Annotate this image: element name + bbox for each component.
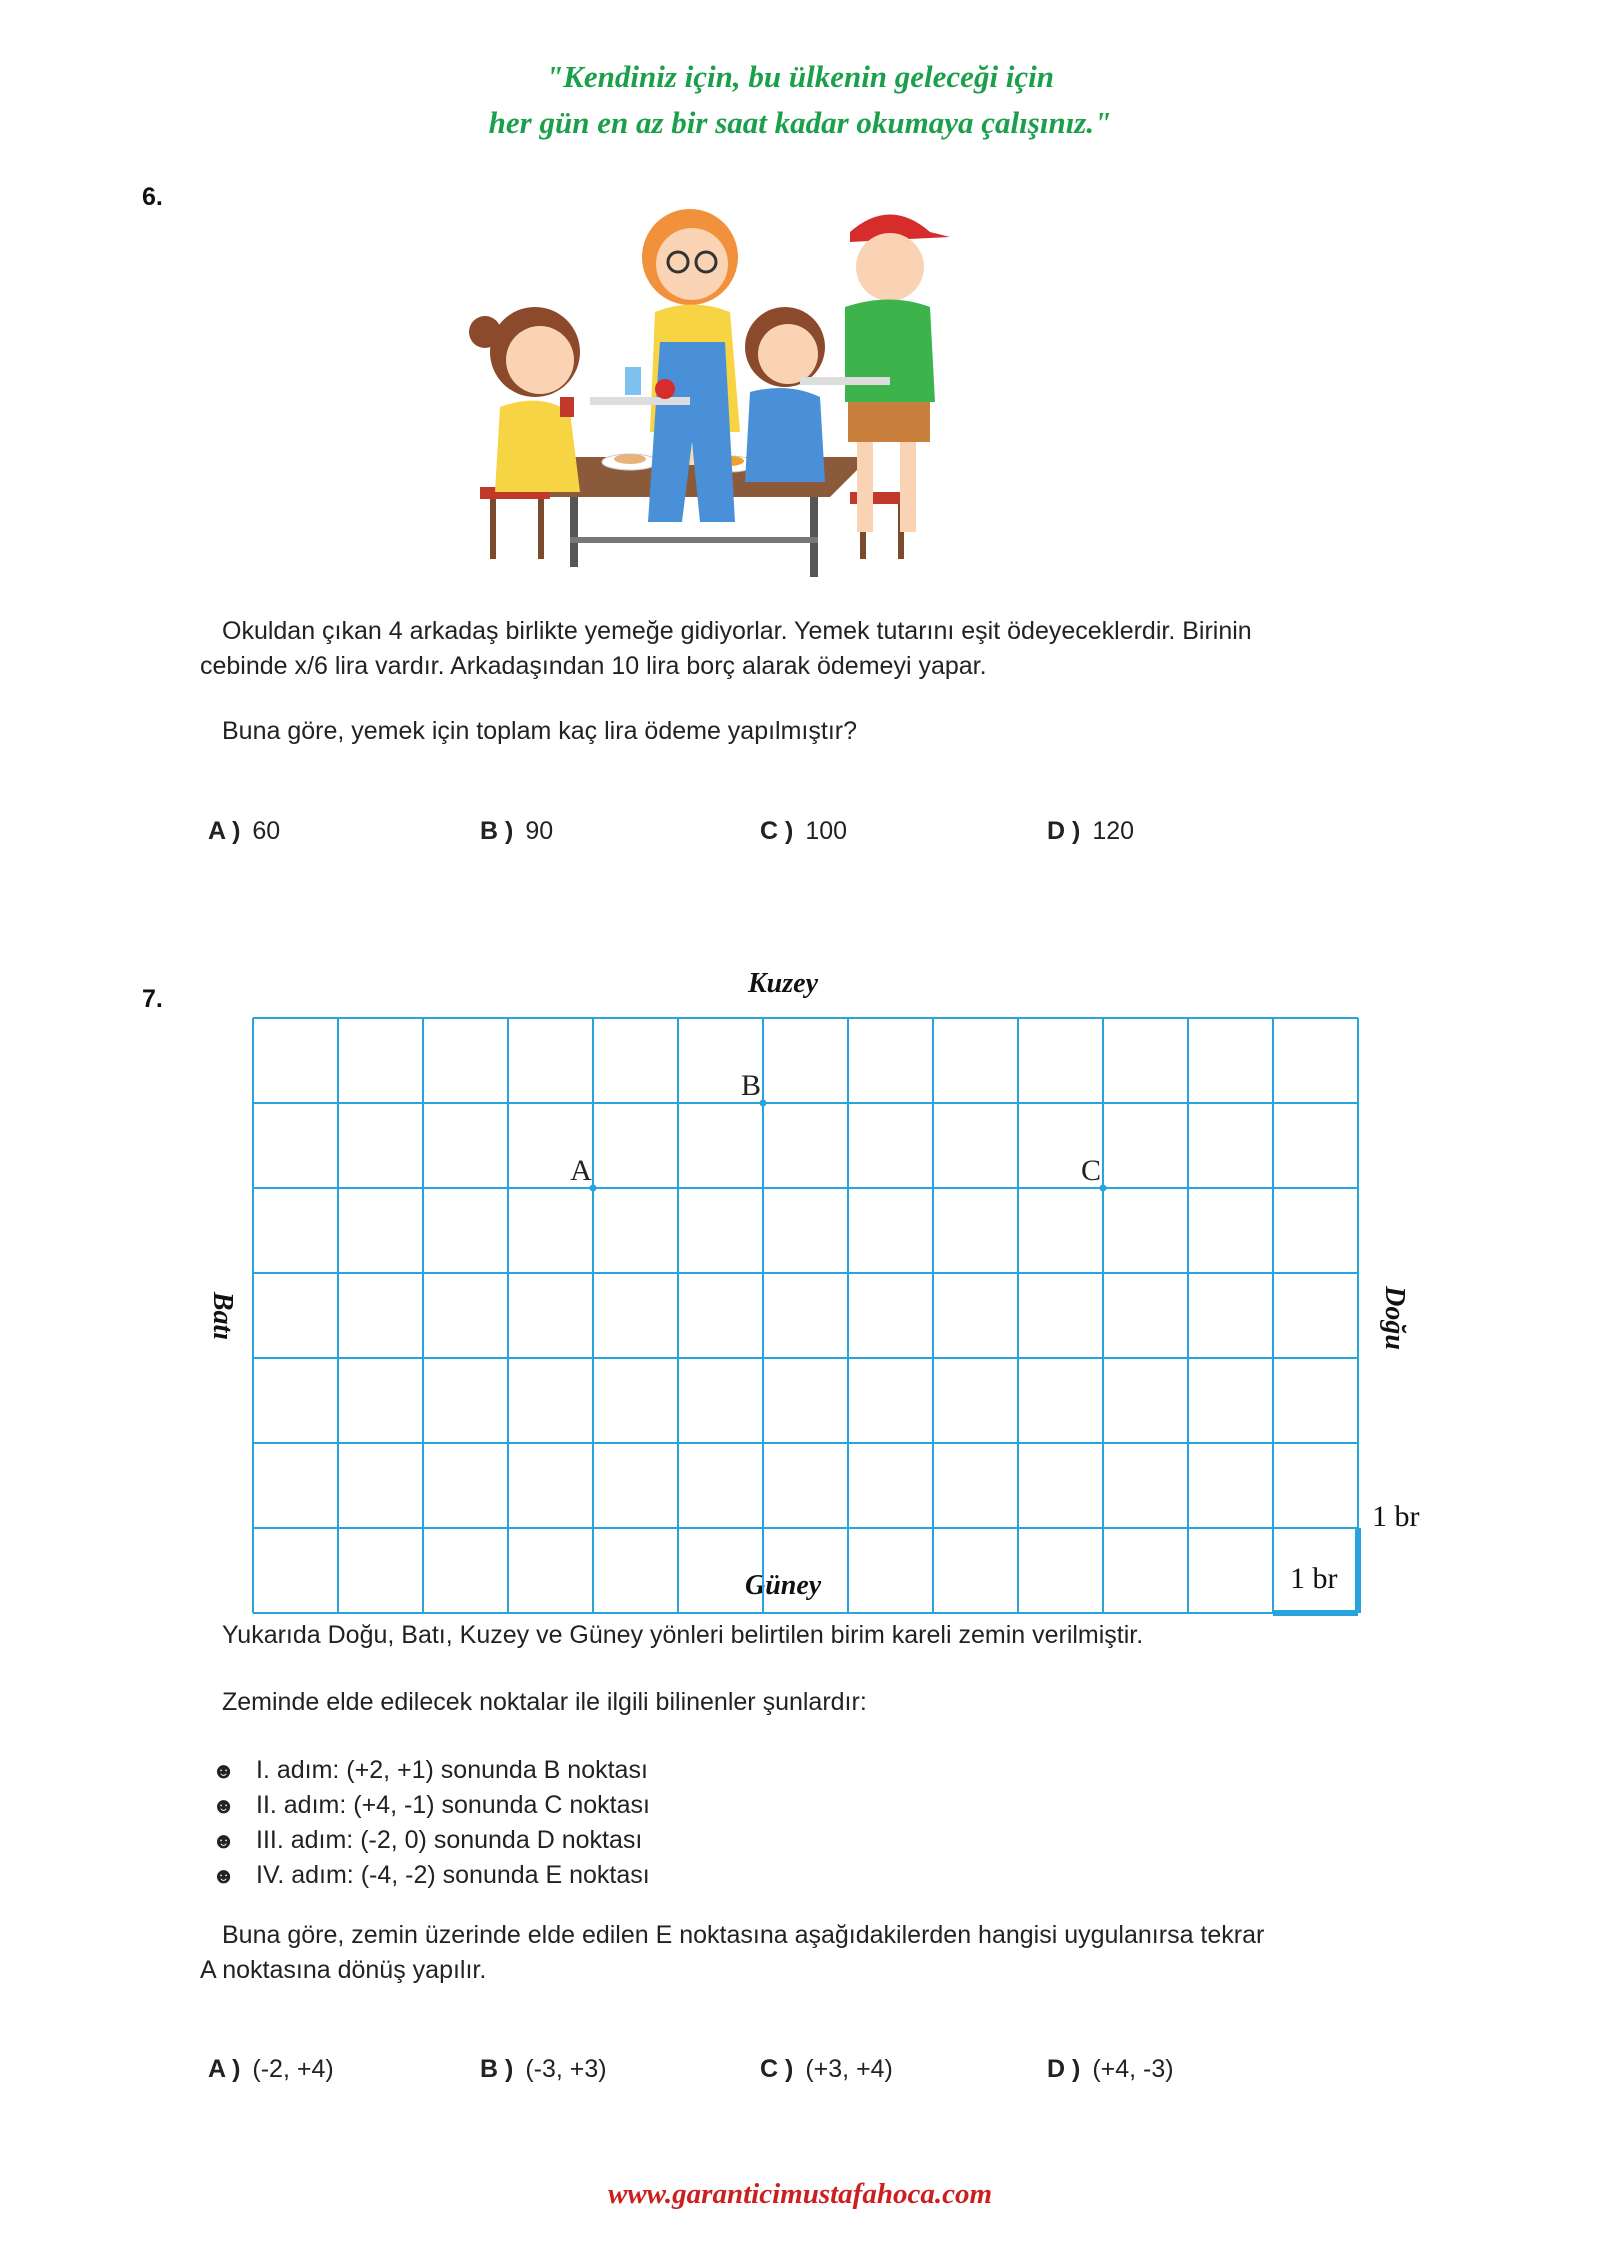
question-7-option-d[interactable]: D ) (+4, -3) [1047,2055,1174,2083]
list-item: ☻ III. adım: (-2, 0) sonunda D noktası [212,1823,650,1858]
steps-list [212,1753,650,1893]
question-6-option-d[interactable]: D ) 120 [1047,817,1135,845]
question-6-text-line2: cebinde x/6 lira vardır. Arkadaşından 10 lira borç alarak ödemeyi yapar. [200,652,987,680]
question-6-option-a[interactable]: A ) 60 [208,817,281,845]
smiley-bullet-icon: ☻ [212,1828,236,1853]
list-item: ☻ I. adım: (+2, +1) sonunda B noktası [212,1753,650,1788]
question-6-prompt: Buna göre, yemek için toplam kaç lira ödeme yapılmıştır? [222,717,857,745]
children-eating-illustration [420,192,1000,592]
question-7-option-c[interactable]: C ) (+3, +4) [760,2055,893,2083]
question-7-number: 7. [142,985,163,1013]
grid-point-label-b: B [740,1069,762,1102]
grid-point-label-a: A [570,1154,592,1187]
question-7-option-a[interactable]: A ) (-2, +4) [208,2055,334,2083]
question-7-option-b[interactable]: B ) (-3, +3) [480,2055,607,2083]
grid-south-label: Güney [745,1570,822,1601]
question-7-prompt-line1: Buna göre, zemin üzerinde elde edilen E noktasına aşağıdakilerden hangisi uygulanırsa tekrar [222,1921,1265,1949]
grid-north-label: Kuzey [748,968,818,999]
question-6-text-line1: Okuldan çıkan 4 arkadaş birlikte yemeğe gidiyorlar. Yemek tutarını eşit ödeyeceklerdir. Birinin [222,617,1252,645]
question-6-option-c[interactable]: C ) 100 [760,817,848,845]
unit-vertical-label: 1 br [1372,1500,1420,1533]
list-item: ☻ IV. adım: (-4, -2) sonunda E noktası [212,1858,650,1893]
question-6-number: 6. [142,183,163,211]
header-quote-line2: her gün en az bir saat kadar okumaya çalışınız." [488,105,1112,140]
question-7-prompt-line2: A noktasına dönüş yapılır. [200,1956,487,1984]
unit-square-grid [250,1015,1361,1616]
smiley-bullet-icon: ☻ [212,1863,236,1888]
smiley-bullet-icon: ☻ [212,1758,236,1783]
footer-website[interactable]: www.garanticimustafahoca.com [607,2178,993,2210]
question-6-option-b[interactable]: B ) 90 [480,817,554,845]
question-7-intro1: Yukarıda Doğu, Batı, Kuzey ve Güney yönleri belirtilen birim kareli zemin verilmiştir. [222,1621,1144,1649]
grid-west-label: Batı [207,1291,239,1341]
question-7-intro2: Zeminde elde edilecek noktalar ile ilgili bilinenler şunlardır: [222,1688,867,1716]
smiley-bullet-icon: ☻ [212,1793,236,1818]
unit-horizontal-label: 1 br [1290,1562,1338,1595]
list-item: ☻ II. adım: (+4, -1) sonunda C noktası [212,1788,650,1823]
header-quote-line1: "Kendiniz için, bu ülkenin geleceği için [545,59,1055,94]
grid-point-label-c: C [1080,1154,1102,1187]
grid-east-label: Doğu [1378,1286,1410,1350]
